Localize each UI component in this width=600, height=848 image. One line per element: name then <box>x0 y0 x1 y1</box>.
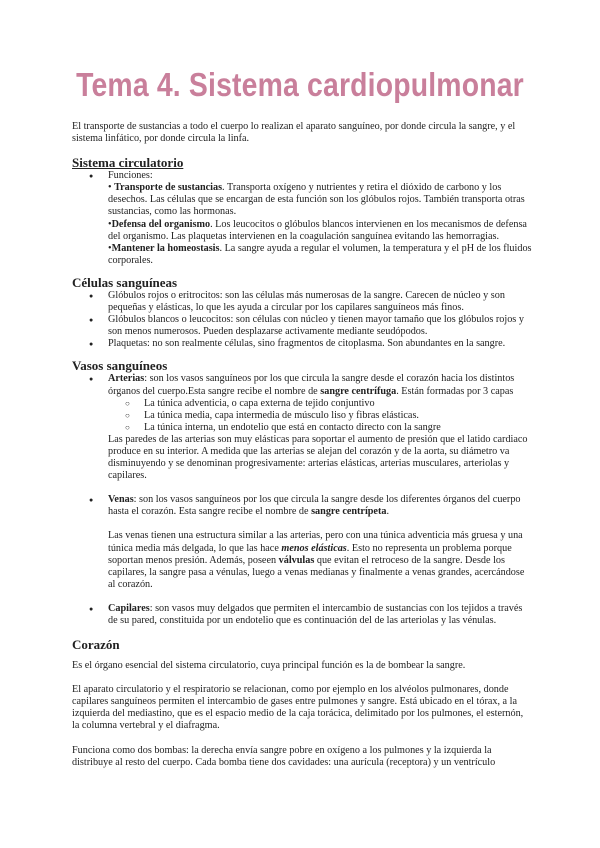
list-item: ○ La túnica media, capa intermedia de músculo liso y fibras elásticas. <box>108 410 532 422</box>
list-item: ● Glóbulos blancos o leucocitos: son células con núcleo y tienen mayor tamaño que los glóbulos rojos y son menos numerosos. Pueden desplazarse activamente mediante seudópodos. <box>72 314 532 338</box>
list-item: ○ La túnica adventicia, o capa externa de tejido conjuntivo <box>108 398 532 410</box>
list-item: ○ La túnica interna, un endotelio que está en contacto directo con la sangre <box>108 422 532 434</box>
arterias-paragraph: Las paredes de las arterias son muy elásticas para soportar el aumento de presión que el latido cardiaco produce en su interior. A medida que las arterias se alejan del corazón y de la aorta, su diámetro va disminuyendo y se denominan progresivamente: arterias elásticas, arterias musculares, arteriolas y capilares. <box>108 433 528 482</box>
list-item: ● Glóbulos rojos o eritrocitos: son las células más numerosas de la sangre. Carecen de núcleo y son pequeñas y elásticas, lo que les ayuda a circular por los capilares sanguíneos más finos. <box>72 290 532 314</box>
list-item: ● Plaquetas: no son realmente células, sino fragmentos de citoplasma. Son abundantes en la sangre. <box>72 338 532 350</box>
funciones-list <box>72 170 532 182</box>
celulas-list <box>72 290 532 350</box>
venas-paragraph: Las venas tienen una estructura similar a las arterias, pero con una túnica adventicia más gruesa y una túnica media más delgada, lo que las hace menos elásticas. Esto no representa un problema porque soportan menos presión. Además, poseen válvulas que evitan el retroceso de la sangre. Desde los capilares, la sangre pasa a vénulas, luego a venas medianas y finalmente a venas grandes, acercándose al corazón. <box>108 530 525 590</box>
page-title: Tema 4. Sistema cardiopulmonar <box>76 66 524 103</box>
section-heading-celulas: Células sanguíneas <box>72 274 178 290</box>
corazon-paragraph-3: Funciona como dos bombas: la derecha envía sangre pobre en oxígeno a los pulmones y la izquierda la distribuye al resto del cuerpo. Cada bomba tiene dos cavidades: una aurícula (receptora) y un ventrículo <box>72 744 496 768</box>
list-item-arterias: ● Arterias: son los vasos sanguíneos por los que circula la sangre desde el corazón hacia los distintos órganos del cuerpo.Esta sangre recibe el nombre de sangre centrífuga. Están formadas por 3 capas ○ La túnica adventicia, o capa externa de tejido conjuntivo ○ La túnica media, capa intermedia de músculo liso y fibras elásticas. ○ La túnica interna, un endotelio que está en contacto directo con la sangre Las paredes de las arterias son muy elásticas para soportar el aumento de presión que el latido cardiaco produce en su interior. A medida que las arterias se alejan del corazón y de la aorta, su diámetro va disminuyendo y se denominan progresivamente: arterias elásticas, arterias musculares, arteriolas y capilares. <box>72 373 532 482</box>
funcion-item: •Mantener la homeostasis. La sangre ayuda a regular el volumen, la temperatura y el pH de los fluidos corporales. <box>108 242 532 266</box>
vasos-list <box>72 373 532 627</box>
list-item-venas: ● Venas: son los vasos sanguíneos por los que circula la sangre desde los diferentes órganos del cuerpo hasta el corazón. Esta sangre recibe el nombre de sangre centrípeta. Las venas tienen una estructura similar a las arterias, pero con una túnica adventicia más gruesa y una túnica media más delgada, lo que las hace menos elásticas. Esto no representa un problema porque soportan menos presión. Además, poseen válvulas que evitan el retroceso de la sangre. Desde los capilares, la sangre pasa a vénulas, luego a venas medianas y finalmente a venas grandes, acercándose al corazón. <box>72 494 532 591</box>
list-item-capilares: ● Capilares: son vasos muy delgados que permiten el intercambio de sustancias con los tejidos a través de su pared, constituida por un endotelio que es continuación del de las arteriolas y las vénulas. <box>72 603 532 627</box>
funcion-item: • Transporte de sustancias. Transporta oxígeno y nutrientes y retira el dióxido de carbono y los desechos. Las células que se encargan de esta función son los glóbulos rojos. También transporta otras sustancias, como las hormonas. <box>108 182 525 218</box>
corazon-paragraph-1: Es el órgano esencial del sistema circulatorio, cuya principal función es la de bombear la sangre. <box>72 660 466 672</box>
document-body <box>72 121 532 769</box>
section-heading-circulatorio: Sistema circulatorio <box>72 155 184 171</box>
funcion-item: •Defensa del organismo. Los leucocitos o glóbulos blancos intervienen en los mecanismos de defensa del organismo. Las plaquetas intervienen en la coagulación sanguínea evitando las hemorragias. <box>108 218 527 242</box>
corazon-paragraph-2: El aparato circulatorio y el respiratorio se relacionan, como por ejemplo en los alvéolos pulmonares, donde capilares sanguíneos permiten el intercambio de gases entre pulmones y sangre. Está ubicado en el tórax, a la izquierda del mediastino, que es el espacio medio de la caja torácica, delimitado por los pulmones, el esternón, la columna vertebral y el diafragma. <box>72 684 524 732</box>
list-item: ● Funciones: <box>72 170 532 182</box>
funciones-body <box>72 182 532 267</box>
capas-list <box>108 398 532 434</box>
intro-paragraph: El transporte de sustancias a todo el cuerpo lo realizan el aparato sanguíneo, por donde circula la sangre, y el sistema linfático, por donde circula la linfa. <box>72 121 516 145</box>
section-heading-corazon: Corazón <box>72 637 120 653</box>
section-heading-vasos: Vasos sanguíneos <box>72 358 168 374</box>
